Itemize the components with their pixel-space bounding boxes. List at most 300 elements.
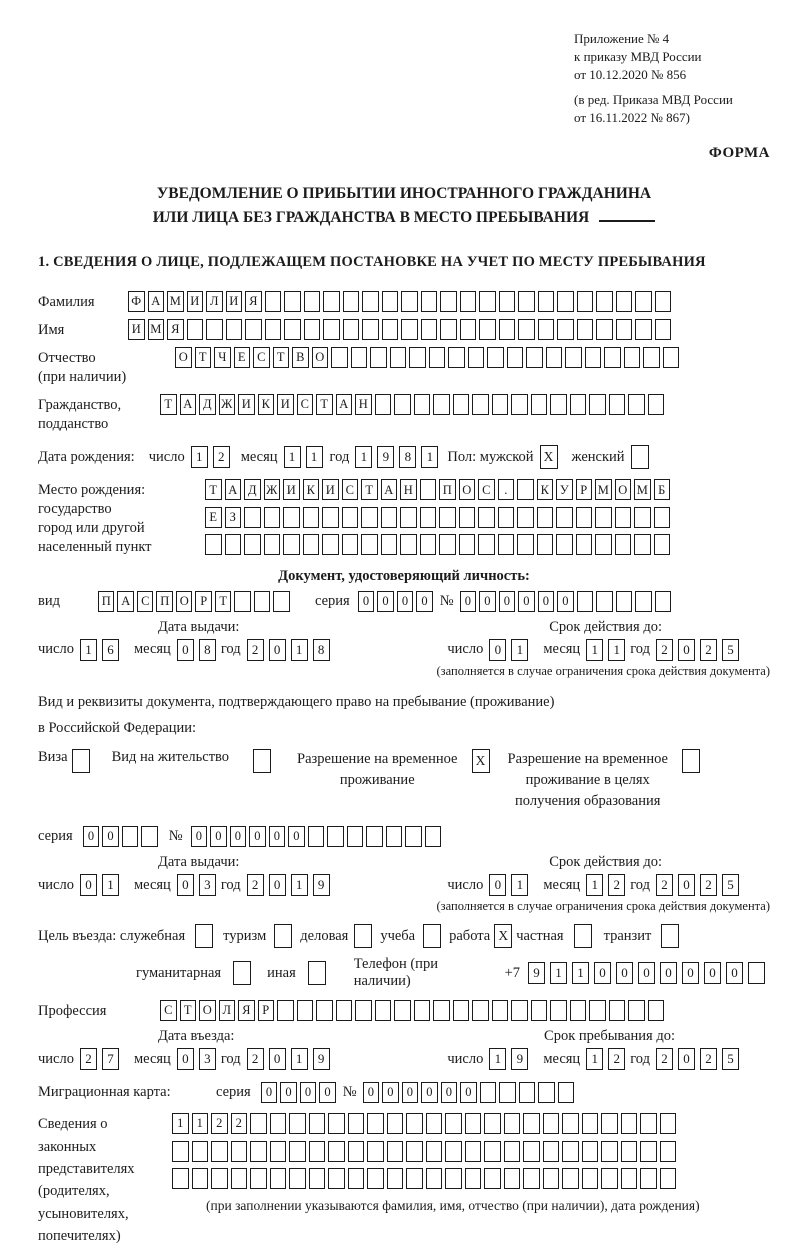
birthplace-cells-row2 [205, 507, 673, 528]
char-cell [439, 507, 456, 528]
char-cell [557, 319, 574, 340]
day-label: число [447, 1050, 484, 1067]
char-cell [445, 1141, 462, 1162]
form-title-line1: УВЕДОМЛЕНИЕ О ПРИБЫТИИ ИНОСТРАННОГО ГРАЖДАНИНА [156, 184, 652, 202]
res-issue-day-cells [80, 874, 124, 896]
char-cell: К [303, 479, 320, 500]
char-cell [621, 1113, 638, 1134]
char-cell [615, 507, 632, 528]
day-label: число [38, 1050, 74, 1067]
char-cell [297, 1000, 314, 1021]
char-cell [538, 319, 555, 340]
citizenship-cells [160, 394, 667, 415]
char-cell [518, 319, 535, 340]
char-cell [624, 347, 641, 368]
char-cell [273, 591, 290, 612]
char-cell [348, 1113, 365, 1134]
char-cell [303, 507, 320, 528]
char-cell [643, 347, 660, 368]
char-cell: 2 [656, 639, 673, 661]
char-cell [304, 319, 321, 340]
birth-year-cells [355, 446, 443, 468]
char-cell [331, 347, 348, 368]
char-cell: 0 [402, 1082, 419, 1103]
sex-female-label: женский [571, 448, 625, 465]
char-cell: О [312, 347, 329, 368]
char-cell [621, 1141, 638, 1162]
purpose-official-label: Цель въезда: служебная [38, 927, 186, 944]
char-cell: 0 [210, 826, 227, 847]
char-cell [401, 291, 418, 312]
char-cell [498, 534, 515, 555]
char-cell [654, 507, 671, 528]
char-cell: 1 [586, 874, 603, 896]
char-cell: М [595, 479, 612, 500]
char-cell [425, 826, 442, 847]
char-cell: 0 [421, 1082, 438, 1103]
char-cell [616, 319, 633, 340]
form-title [38, 182, 770, 230]
char-cell: 1 [284, 446, 301, 468]
char-cell: 1 [192, 1113, 209, 1134]
char-cell [499, 291, 516, 312]
char-cell [244, 534, 261, 555]
char-cell: 7 [102, 1048, 119, 1070]
birth-month-cells [284, 446, 328, 468]
char-cell [660, 1141, 677, 1162]
migration-card-row [38, 1082, 770, 1103]
char-cell [284, 291, 301, 312]
char-cell [654, 534, 671, 555]
study-checkbox [423, 924, 441, 948]
char-cell [289, 1141, 306, 1162]
char-cell: 1 [421, 446, 438, 468]
char-cell: И [322, 479, 339, 500]
char-cell: О [199, 1000, 216, 1021]
char-cell: 0 [489, 874, 506, 896]
char-cell: П [156, 591, 173, 612]
char-cell [562, 1141, 579, 1162]
visa-label: Виза [38, 749, 68, 766]
char-cell: 2 [247, 1048, 264, 1070]
char-cell [270, 1141, 287, 1162]
char-cell: О [176, 591, 193, 612]
tourism-label: туризм [223, 927, 267, 944]
doc-series-label: серия [314, 592, 350, 609]
forma-label: ФОРМА [708, 144, 770, 161]
char-cell [640, 1141, 657, 1162]
other-label: иная [267, 964, 296, 981]
name-row [38, 319, 770, 340]
char-cell: 5 [722, 639, 739, 661]
char-cell [499, 319, 516, 340]
char-cell [382, 291, 399, 312]
char-cell [401, 319, 418, 340]
char-cell: А [180, 394, 197, 415]
month-label: месяц [133, 641, 171, 658]
edition-line: (в ред. Приказа МВД России [574, 91, 733, 107]
char-cell: 0 [319, 1082, 336, 1103]
entry-date-label: Дата въезда: [158, 1028, 235, 1045]
char-cell: Е [205, 507, 222, 528]
char-cell: 5 [722, 1048, 739, 1070]
char-cell: А [336, 394, 353, 415]
char-cell [414, 394, 431, 415]
study-label: учеба [380, 927, 416, 944]
char-cell: У [556, 479, 573, 500]
legal-note: (при заполнении указываются фамилия, имя, отчество (при наличии), дата рождения) [206, 1197, 700, 1213]
char-cell [478, 507, 495, 528]
char-cell: 8 [199, 639, 216, 661]
visa-checkbox [72, 749, 90, 773]
char-cell: 1 [80, 639, 97, 661]
appendix-header [574, 30, 764, 127]
char-cell [523, 1168, 540, 1189]
edu-permit-checkbox [682, 749, 700, 773]
char-cell [304, 291, 321, 312]
sex-male-label: Пол: мужской [447, 448, 534, 465]
char-cell [270, 1113, 287, 1134]
char-cell [595, 507, 612, 528]
char-cell: 8 [313, 639, 330, 661]
char-cell [504, 1141, 521, 1162]
char-cell [465, 1141, 482, 1162]
char-cell [498, 507, 515, 528]
char-cell [405, 826, 422, 847]
profession-label: Профессия [38, 1003, 107, 1020]
char-cell [225, 534, 242, 555]
char-cell [439, 534, 456, 555]
char-cell: 0 [638, 962, 655, 984]
char-cell: 0 [269, 826, 286, 847]
char-cell [635, 591, 652, 612]
char-cell [484, 1141, 501, 1162]
char-cell: 1 [355, 446, 372, 468]
transit-checkbox [661, 924, 679, 948]
char-cell: О [459, 479, 476, 500]
char-cell: 1 [291, 874, 308, 896]
res-valid-day-cells [489, 874, 533, 896]
char-cell: 0 [269, 874, 286, 896]
char-cell: 2 [231, 1113, 248, 1134]
mig-series-label: серия [216, 1084, 251, 1101]
char-cell [655, 319, 672, 340]
char-cell: Т [180, 1000, 197, 1021]
char-cell: И [128, 319, 145, 340]
char-cell [655, 591, 672, 612]
char-cell [556, 507, 573, 528]
char-cell: О [175, 347, 192, 368]
legal-cells-row3 [172, 1168, 700, 1189]
humanitarian-label: гуманитарная [136, 964, 222, 981]
phone-cells [528, 962, 770, 984]
char-cell: 0 [416, 591, 433, 612]
entry-dates-row [38, 1048, 770, 1070]
char-cell [387, 1113, 404, 1134]
citizenship-row [38, 394, 770, 434]
char-cell: 9 [313, 874, 330, 896]
doc-kind-label: вид [38, 592, 60, 609]
char-cell: 9 [377, 446, 394, 468]
citizenship-label: Гражданство, подданство [38, 396, 122, 432]
char-cell [420, 507, 437, 528]
res-issue-month-cells [177, 874, 221, 896]
plus7-label: +7 [504, 964, 520, 981]
char-cell [231, 1141, 248, 1162]
birthplace-cells-row3 [205, 534, 673, 555]
char-cell: Ж [264, 479, 281, 500]
stay-day-cells [489, 1048, 533, 1070]
char-cell [387, 1141, 404, 1162]
migration-card-label: Миграционная карта: [38, 1084, 171, 1101]
appendix-line: от 10.12.2020 № 856 [574, 67, 687, 83]
char-cell [406, 1113, 423, 1134]
official-checkbox [195, 924, 213, 948]
char-cell: 0 [280, 1082, 297, 1103]
char-cell [531, 394, 548, 415]
char-cell: 0 [704, 962, 721, 984]
char-cell: 0 [83, 826, 100, 847]
entry-month-cells [177, 1048, 221, 1070]
char-cell [460, 291, 477, 312]
char-cell [487, 347, 504, 368]
char-cell [284, 319, 301, 340]
char-cell [453, 1000, 470, 1021]
char-cell: 0 [230, 826, 247, 847]
char-cell [283, 534, 300, 555]
char-cell: Н [355, 394, 372, 415]
char-cell [663, 347, 680, 368]
char-cell: И [277, 394, 294, 415]
char-cell [343, 291, 360, 312]
year-label: год [329, 448, 350, 465]
char-cell [565, 347, 582, 368]
char-cell: И [238, 394, 255, 415]
char-cell: 3 [199, 874, 216, 896]
char-cell: Ч [214, 347, 231, 368]
year-label: год [220, 1050, 241, 1067]
char-cell [550, 1000, 567, 1021]
char-cell: 0 [678, 1048, 695, 1070]
char-cell: 1 [172, 1113, 189, 1134]
char-cell: 0 [479, 591, 496, 612]
char-cell [205, 534, 222, 555]
char-cell [459, 534, 476, 555]
char-cell: С [478, 479, 495, 500]
char-cell [309, 1141, 326, 1162]
char-cell: 1 [102, 874, 119, 896]
char-cell: 1 [511, 639, 528, 661]
birthplace-row [38, 479, 770, 562]
birthdate-label: Дата рождения: [38, 448, 135, 465]
char-cell [336, 1000, 353, 1021]
char-cell [440, 319, 457, 340]
char-cell [270, 1168, 287, 1189]
surname-cells [128, 291, 674, 312]
legal-representatives-row [38, 1111, 770, 1248]
char-cell [277, 1000, 294, 1021]
edu-permit-label: Разрешение на временное проживание в целях получения образования [507, 751, 668, 810]
char-cell [648, 394, 665, 415]
business-label: деловая [300, 927, 349, 944]
char-cell: 1 [586, 639, 603, 661]
char-cell [635, 291, 652, 312]
char-cell [254, 591, 271, 612]
char-cell [265, 319, 282, 340]
char-cell [640, 1168, 657, 1189]
char-cell [576, 534, 593, 555]
char-cell [460, 319, 477, 340]
char-cell [361, 534, 378, 555]
char-cell: Т [273, 347, 290, 368]
char-cell: . [498, 479, 515, 500]
char-cell: 2 [656, 874, 673, 896]
humanitarian-checkbox [233, 961, 251, 985]
year-label: год [630, 876, 650, 893]
char-cell [537, 507, 554, 528]
char-cell [499, 1082, 516, 1103]
char-cell: Т [316, 394, 333, 415]
private-checkbox [574, 924, 592, 948]
char-cell [375, 394, 392, 415]
char-cell: 1 [291, 639, 308, 661]
day-label: число [447, 876, 484, 893]
char-cell [370, 347, 387, 368]
char-cell: 5 [722, 874, 739, 896]
appendix-line: к приказу МВД России [574, 49, 702, 65]
char-cell [362, 291, 379, 312]
section1-heading: 1. СВЕДЕНИЯ О ЛИЦЕ, ПОДЛЕЖАЩЕМ ПОСТАНОВКЕ НА УЧЕТ ПО МЕСТУ ПРЕБЫВАНИЯ [38, 253, 706, 270]
char-cell: 0 [538, 591, 555, 612]
surname-row [38, 291, 770, 312]
char-cell: Т [215, 591, 232, 612]
char-cell: 2 [80, 1048, 97, 1070]
char-cell [595, 534, 612, 555]
char-cell [601, 1168, 618, 1189]
char-cell [328, 1168, 345, 1189]
char-cell: С [342, 479, 359, 500]
char-cell: 1 [586, 1048, 603, 1070]
char-cell [558, 1082, 575, 1103]
char-cell [245, 319, 262, 340]
name-cells [128, 319, 674, 340]
title-underline [599, 220, 655, 222]
char-cell [394, 1000, 411, 1021]
char-cell: С [160, 1000, 177, 1021]
char-cell [342, 534, 359, 555]
char-cell: Б [654, 479, 671, 500]
char-cell [400, 507, 417, 528]
char-cell [303, 534, 320, 555]
char-cell: 1 [489, 1048, 506, 1070]
char-cell: 0 [358, 591, 375, 612]
char-cell: 0 [382, 1082, 399, 1103]
char-cell [550, 394, 567, 415]
doc-kind-row [38, 591, 770, 612]
char-cell [589, 394, 606, 415]
char-cell [172, 1141, 189, 1162]
char-cell [526, 347, 543, 368]
char-cell [634, 534, 651, 555]
char-cell [517, 534, 534, 555]
res-dates-header [38, 854, 770, 871]
res-valid-year-cells [656, 874, 744, 896]
doc-kind-cells [98, 591, 293, 612]
char-cell [468, 347, 485, 368]
char-cell [504, 1168, 521, 1189]
char-cell [322, 507, 339, 528]
char-cell: С [253, 347, 270, 368]
char-cell: 6 [102, 639, 119, 661]
char-cell [426, 1168, 443, 1189]
year-label: год [220, 876, 241, 893]
char-cell: М [167, 291, 184, 312]
char-cell [394, 394, 411, 415]
private-label: частная [516, 927, 564, 944]
char-cell [445, 1113, 462, 1134]
char-cell [596, 319, 613, 340]
char-cell [577, 291, 594, 312]
char-cell [420, 479, 437, 500]
char-cell: А [225, 479, 242, 500]
doc-series-cells [358, 591, 436, 612]
char-cell: В [292, 347, 309, 368]
char-cell [484, 1168, 501, 1189]
char-cell [511, 394, 528, 415]
char-cell: 0 [594, 962, 611, 984]
birth-day-cells [191, 446, 235, 468]
char-cell: К [537, 479, 554, 500]
char-cell [453, 394, 470, 415]
char-cell [582, 1168, 599, 1189]
entry-day-cells [80, 1048, 124, 1070]
char-cell [517, 479, 534, 500]
char-cell [465, 1168, 482, 1189]
doc-issue-label: Дата выдачи: [158, 618, 240, 635]
char-cell [231, 1168, 248, 1189]
identity-doc-heading: Документ, удостоверяющий личность: [278, 567, 530, 584]
doc-number-sign: № [439, 592, 454, 609]
char-cell: 0 [518, 591, 535, 612]
stay-year-cells [656, 1048, 744, 1070]
entry-year-cells [247, 1048, 335, 1070]
res-series-label: серия [38, 828, 73, 845]
char-cell [492, 1000, 509, 1021]
char-cell: Ж [219, 394, 236, 415]
char-cell [748, 962, 765, 984]
char-cell [141, 826, 158, 847]
char-cell [635, 319, 652, 340]
char-cell [234, 591, 251, 612]
char-cell [409, 347, 426, 368]
char-cell [660, 1113, 677, 1134]
char-cell: Я [167, 319, 184, 340]
char-cell: 0 [460, 1082, 477, 1103]
doc-dates-row [38, 639, 770, 661]
char-cell [507, 347, 524, 368]
char-cell [523, 1141, 540, 1162]
char-cell: 9 [313, 1048, 330, 1070]
char-cell [426, 1141, 443, 1162]
char-cell: Т [160, 394, 177, 415]
char-cell [382, 319, 399, 340]
char-cell [609, 394, 626, 415]
char-cell [406, 1168, 423, 1189]
month-label: месяц [133, 1050, 171, 1067]
char-cell [381, 507, 398, 528]
char-cell [192, 1168, 209, 1189]
char-cell [640, 1113, 657, 1134]
